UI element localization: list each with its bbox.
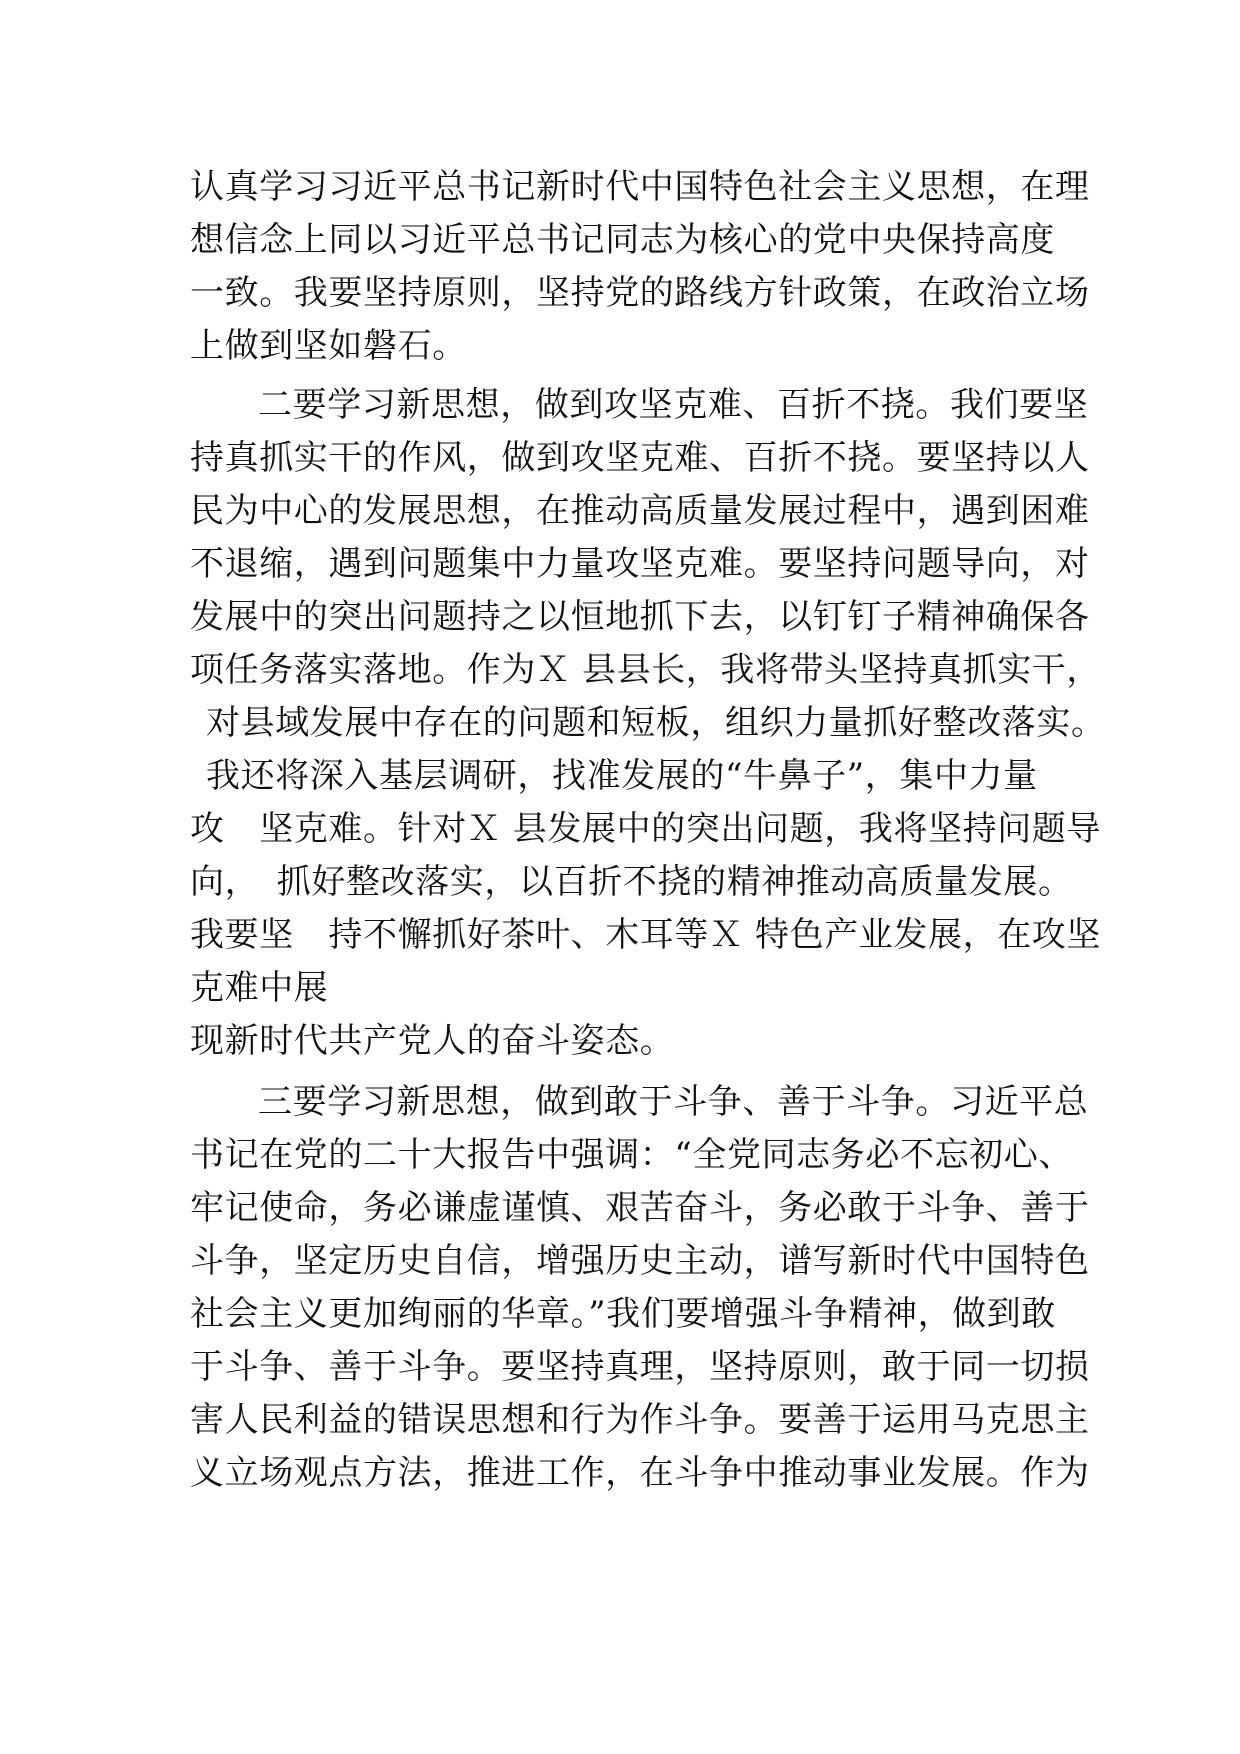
text-line: 攻 坚克难。针对Ｘ 县发展中的突出问题，我将坚持问题导 [190, 809, 1102, 849]
text-line: 我还将深入基层调研，找准发展的“牛鼻子”，集中力量 [206, 756, 1038, 796]
text-line: 我要坚 持不懈抓好茶叶、木耳等Ｘ 特色产业发展，在攻坚 [190, 915, 1102, 955]
text-line: 想信念上同以习近平总书记同志为核心的党中央保持高度 [190, 220, 1055, 260]
text-line: 义立场观点方法，推进工作，在斗争中推动事业发展。作为 [190, 1453, 1090, 1493]
text-line: 于斗争、善于斗争。要坚持真理，坚持原则，敢于同一切损 [190, 1347, 1090, 1387]
text-line: 现新时代共产党人的奋斗姿态。 [190, 1021, 675, 1061]
text-line: 持真抓实干的作风，做到攻坚克难、百折不挠。要坚持以人 [190, 438, 1090, 478]
text-line: 害人民利益的错误思想和行为作斗争。要善于运用马克思主 [190, 1400, 1090, 1440]
text-line: 三要学习新思想，做到敢于斗争、善于斗争。习近平总 [258, 1082, 1089, 1122]
text-line: 书记在党的二十大报告中强调：“全党同志务必不忘初心、 [190, 1135, 1073, 1175]
text-line: 上做到坚如磐石。 [190, 326, 467, 366]
text-line: 斗争，坚定历史自信，增强历史主动，谱写新时代中国特色 [190, 1241, 1090, 1281]
text-line: 对县域发展中存在的问题和短板，组织力量抓好整改落实。 [206, 703, 1106, 743]
text-line: 牢记使命，务必谦虚谨慎、艰苦奋斗，务必敢于斗争、善于 [190, 1188, 1090, 1228]
text-line: 民为中心的发展思想，在推动高质量发展过程中，遇到困难 [190, 491, 1090, 531]
text-line: 向， 抓好整改落实，以百折不挠的精神推动高质量发展。 [190, 862, 1073, 902]
text-line: 二要学习新思想，做到攻坚克难、百折不挠。我们要坚 [258, 385, 1089, 425]
text-line: 发展中的突出问题持之以恒地抓下去，以钉钉子精神确保各 [190, 597, 1090, 637]
text-line: 认真学习习近平总书记新时代中国特色社会主义思想，在理 [190, 167, 1090, 207]
text-line: 项任务落实落地。作为Ｘ 县县长，我将带头坚持真抓实干， [190, 650, 1102, 690]
text-line: 不退缩，遇到问题集中力量攻坚克难。要坚持问题导向，对 [190, 544, 1090, 584]
text-line: 社会主义更加绚丽的华章。”我们要增强斗争精神，做到敢 [190, 1294, 1056, 1334]
text-line: 一致。我要坚持原则，坚持党的路线方针政策，在政治立场 [190, 273, 1090, 313]
text-line: 克难中展 [190, 968, 329, 1008]
